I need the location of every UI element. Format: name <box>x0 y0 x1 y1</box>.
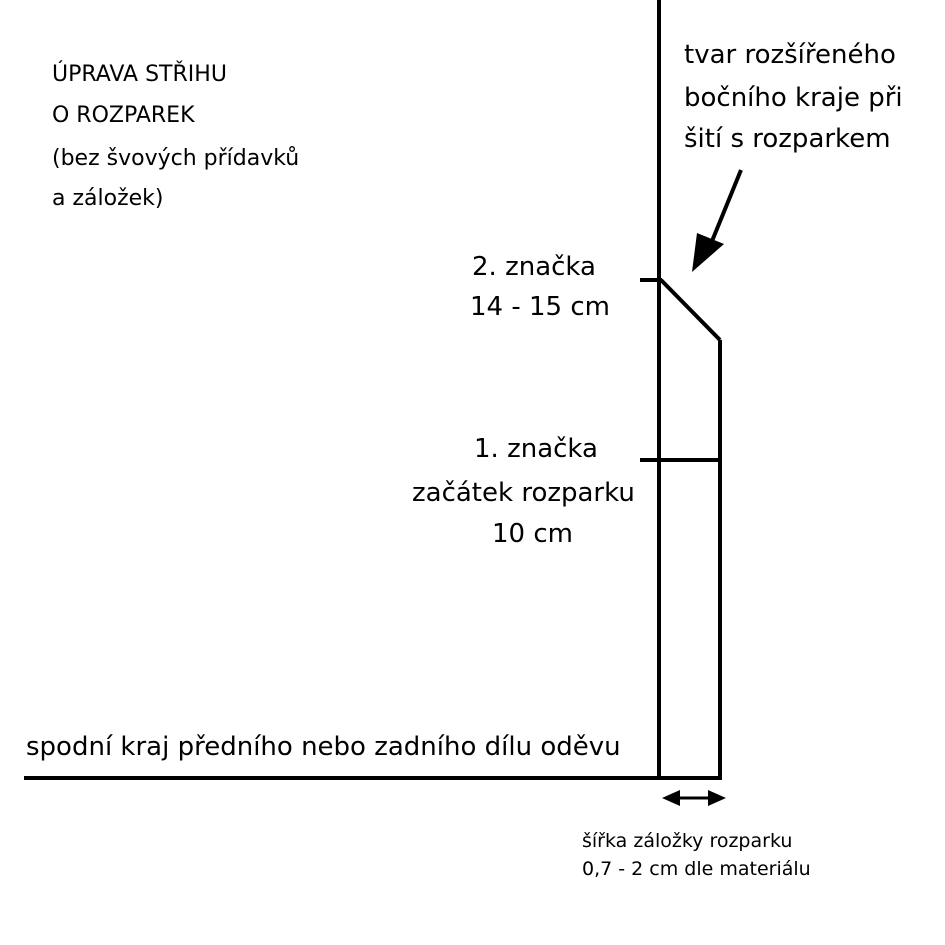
title-line-4: a záložek) <box>52 186 164 211</box>
slit-slope-line <box>661 280 720 340</box>
mark2-measure: 14 - 15 cm <box>470 292 610 322</box>
mark1-label: 1. značka <box>474 434 598 464</box>
arrow-down-left-icon <box>692 170 741 272</box>
double-arrow-icon <box>662 790 726 806</box>
title-line-3: (bez švových přídavků <box>52 146 300 171</box>
bottom-edge-label: spodní kraj předního nebo zadního dílu oděvu <box>26 732 621 762</box>
title-line-2: O ROZPAREK <box>52 103 195 128</box>
annotation-line-3: šití s rozparkem <box>684 124 891 154</box>
mark1-measure: 10 cm <box>492 519 573 549</box>
width-note-line-1: šířka záložky rozparku <box>582 830 793 852</box>
annotation-line-1: tvar rozšířeného <box>684 40 896 70</box>
width-note-line-2: 0,7 - 2 cm dle materiálu <box>582 858 811 880</box>
annotation-line-2: bočního kraje při <box>684 83 903 113</box>
mark1-description: začátek rozparku <box>412 478 635 508</box>
mark2-label: 2. značka <box>472 252 596 282</box>
title-line-1: ÚPRAVA STŘIHU <box>52 62 227 87</box>
